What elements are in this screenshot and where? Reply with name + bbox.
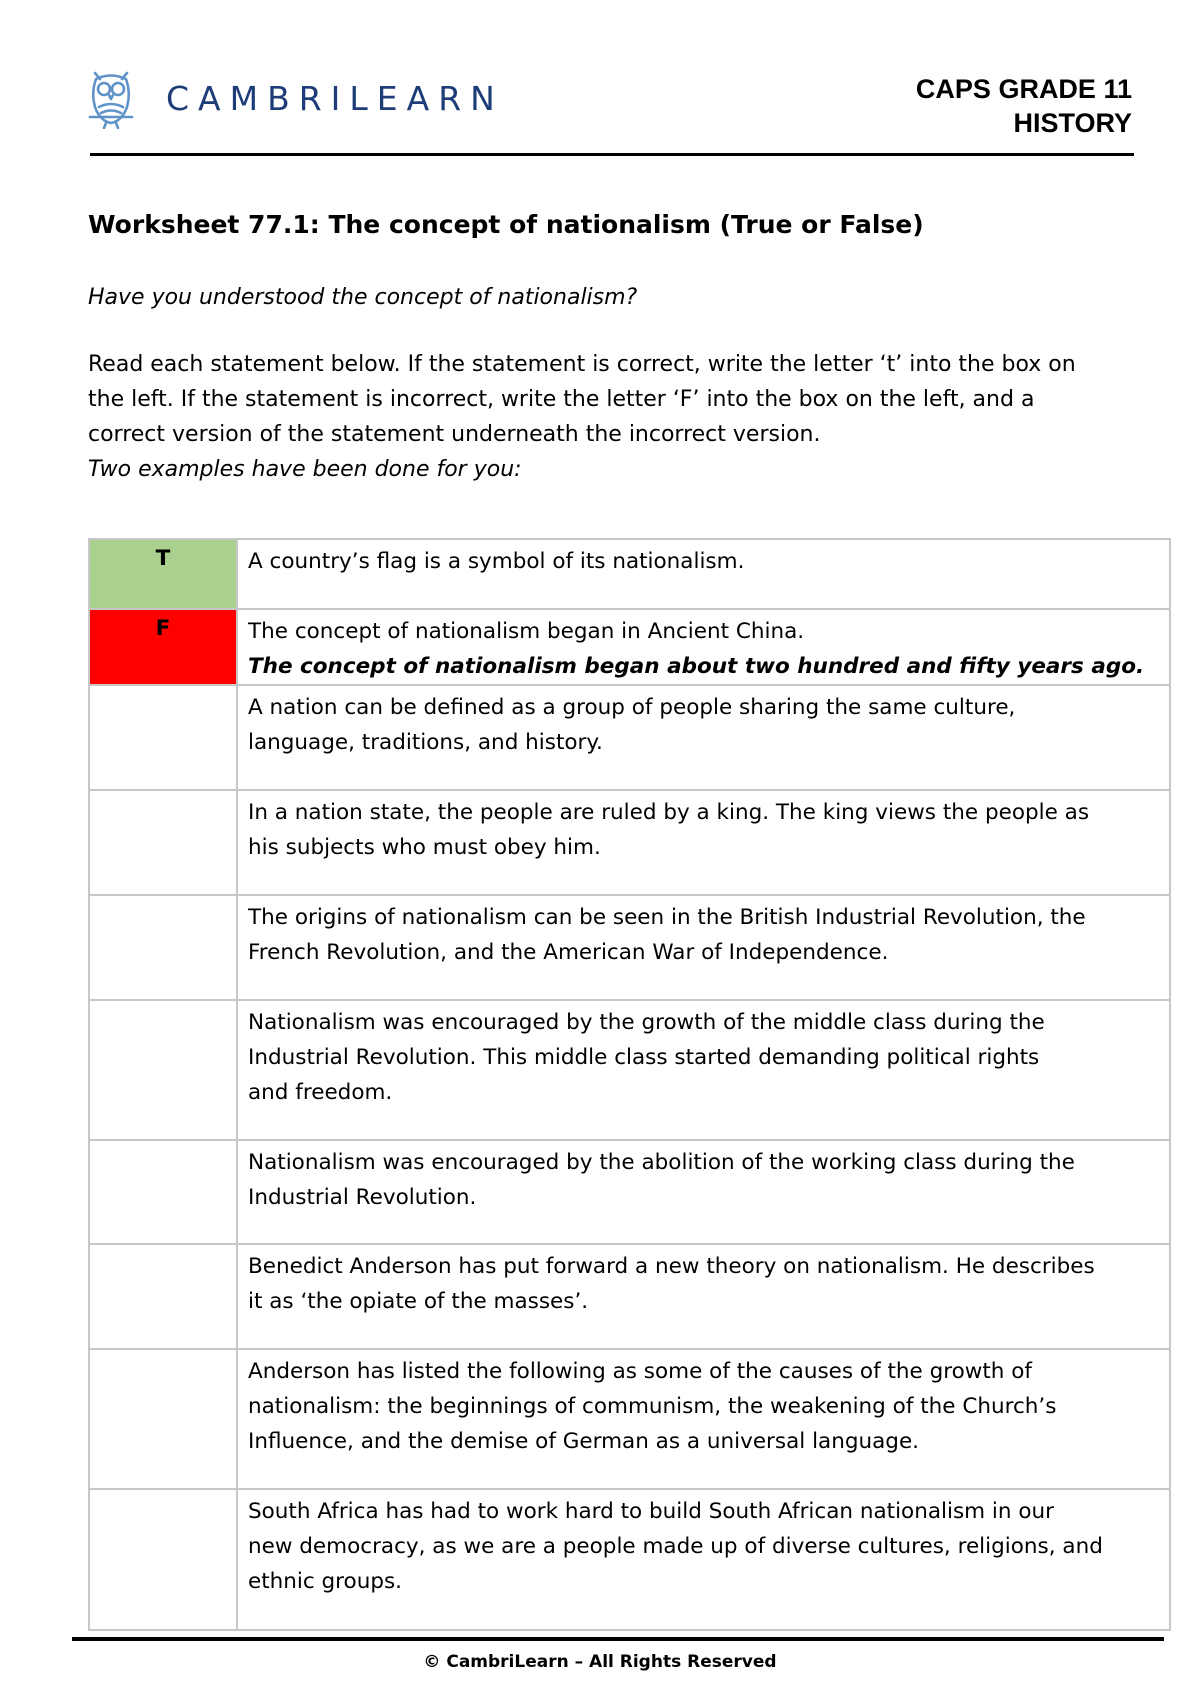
statement-line: A country’s flag is a symbol of its nationalism. xyxy=(248,549,745,574)
table-row xyxy=(89,1489,1170,1630)
true-false-table xyxy=(88,538,1171,1631)
statement-cell xyxy=(237,609,1170,685)
logo xyxy=(86,66,504,130)
table-row xyxy=(89,609,1170,685)
subject-label: HISTORY xyxy=(1013,108,1132,138)
answer-box[interactable] xyxy=(89,1349,237,1489)
grade-label: CAPS GRADE 11 xyxy=(915,74,1132,104)
statement-cell xyxy=(237,685,1170,790)
statement-line: A nation can be defined as a group of people sharing the same culture, xyxy=(248,695,1016,720)
statement-line: South Africa has had to work hard to build South African nationalism in our xyxy=(248,1499,1054,1524)
statement-cell xyxy=(237,1140,1170,1244)
table-row xyxy=(89,1000,1170,1140)
footer-divider xyxy=(72,1637,1164,1641)
statement-line: it as ‘the opiate of the masses’. xyxy=(248,1289,589,1314)
statement-cell xyxy=(237,1244,1170,1349)
statement-line: Nationalism was encouraged by the abolition of the working class during the xyxy=(248,1150,1075,1175)
instructions-line: correct version of the statement underneath the incorrect version. xyxy=(88,422,821,447)
statement-line: In a nation state, the people are ruled by a king. The king views the people as xyxy=(248,800,1090,825)
table-row xyxy=(89,790,1170,895)
statement-line: Industrial Revolution. This middle class started demanding political rights xyxy=(248,1045,1040,1070)
correction-line: The concept of nationalism began about two hundred and fifty years ago. xyxy=(248,654,1145,679)
answer-box[interactable] xyxy=(89,895,237,1000)
table-row xyxy=(89,895,1170,1000)
table-row xyxy=(89,1244,1170,1349)
answer-box[interactable] xyxy=(89,1140,237,1244)
statement-line: Industrial Revolution. xyxy=(248,1185,477,1210)
table-row xyxy=(89,1349,1170,1489)
statement-line: nationalism: the beginnings of communism, the weakening of the Church’s xyxy=(248,1394,1057,1419)
statement-line: Anderson has listed the following as some of the causes of the growth of xyxy=(248,1359,1032,1384)
table-row xyxy=(89,1140,1170,1244)
instructions-line: Read each statement below. If the statement is correct, write the letter ‘t’ into the box on xyxy=(88,352,1076,377)
statement-cell xyxy=(237,895,1170,1000)
statement-line: his subjects who must obey him. xyxy=(248,835,601,860)
header-divider xyxy=(90,153,1134,156)
statement-line: Influence, and the demise of German as a universal language. xyxy=(248,1429,920,1454)
statement-line: new democracy, as we are a people made up of diverse cultures, religions, and xyxy=(248,1534,1103,1559)
instructions-line: the left. If the statement is incorrect, write the letter ‘F’ into the box on the left, and a xyxy=(88,387,1035,412)
table-row xyxy=(89,685,1170,790)
statement-cell xyxy=(237,790,1170,895)
statement-cell xyxy=(237,539,1170,609)
owl-logo-icon xyxy=(86,67,136,129)
copyright-footer: © CambriLearn – All Rights Reserved xyxy=(423,1652,777,1672)
statement-cell xyxy=(237,1489,1170,1630)
answer-box[interactable]: F xyxy=(89,609,237,685)
answer-box[interactable]: T xyxy=(89,539,237,609)
worksheet-question: Have you understood the concept of nationalism? xyxy=(88,285,638,310)
statement-cell xyxy=(237,1349,1170,1489)
statement-line: Benedict Anderson has put forward a new theory on nationalism. He describes xyxy=(248,1254,1095,1279)
brand-name: CAMBRILEARN xyxy=(166,78,504,118)
instructions xyxy=(88,347,1128,452)
statement-cell xyxy=(237,1000,1170,1140)
answer-box[interactable] xyxy=(89,685,237,790)
statement-line: The origins of nationalism can be seen in the British Industrial Revolution, the xyxy=(248,905,1086,930)
answer-box[interactable] xyxy=(89,1489,237,1630)
course-label xyxy=(916,72,1132,140)
statement-line: The concept of nationalism began in Ancient China. xyxy=(248,619,805,644)
statement-line: language, traditions, and history. xyxy=(248,730,603,755)
statement-line: ethnic groups. xyxy=(248,1569,403,1594)
answer-box[interactable] xyxy=(89,1000,237,1140)
table-row xyxy=(89,539,1170,609)
statement-line: French Revolution, and the American War of Independence. xyxy=(248,940,889,965)
examples-note: Two examples have been done for you: xyxy=(88,457,522,482)
statement-line: Nationalism was encouraged by the growth of the middle class during the xyxy=(248,1010,1045,1035)
worksheet-title: Worksheet 77.1: The concept of nationalism (True or False) xyxy=(88,210,924,239)
statement-line: and freedom. xyxy=(248,1080,393,1105)
answer-box[interactable] xyxy=(89,1244,237,1349)
answer-box[interactable] xyxy=(89,790,237,895)
